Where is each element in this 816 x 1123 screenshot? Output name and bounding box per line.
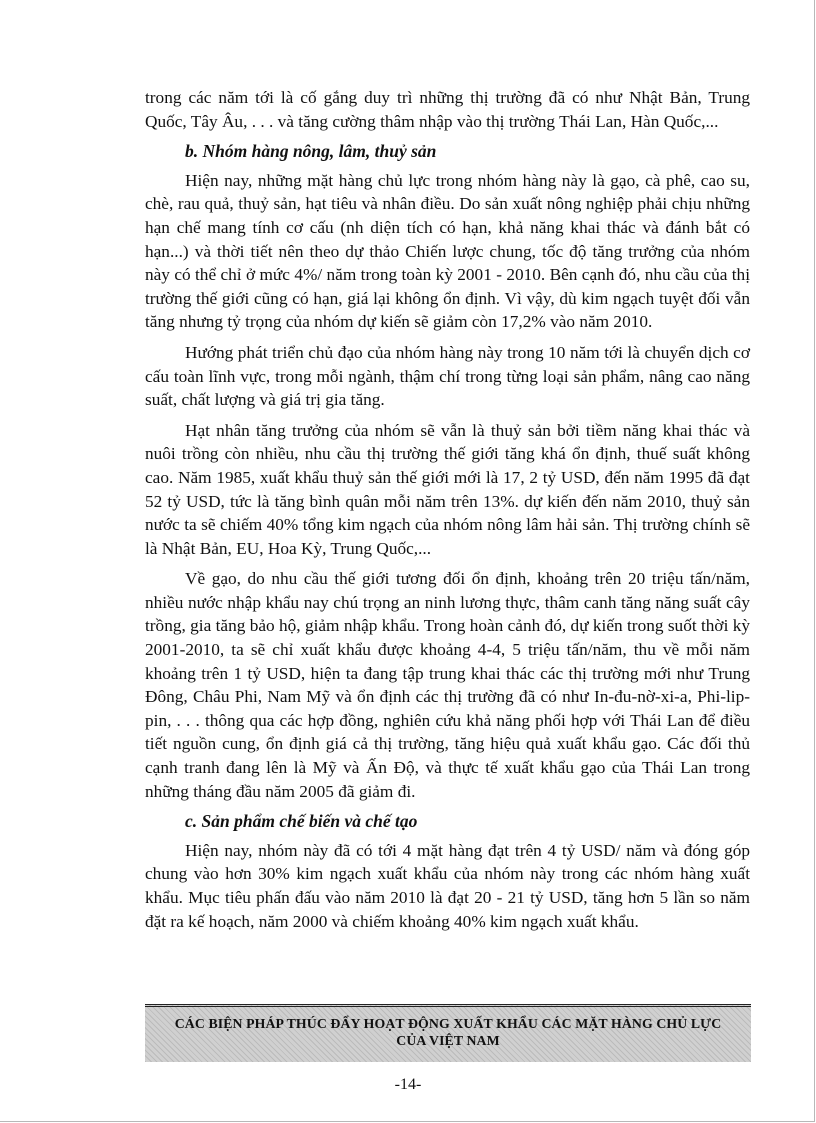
- page-number: -14-: [394, 1076, 422, 1093]
- paragraph-continuation: trong các năm tới là cố gắng duy trì những thị trường đã có như Nhật Bản, Trung Quốc, Tây Âu, . . . và tăng cường thâm nhập vào thị trường Thái Lan, Hàn Quốc,...: [145, 88, 750, 131]
- footer-title-line-2: CỦA VIỆT NAM: [396, 1033, 500, 1048]
- document-body: [145, 86, 750, 940]
- paragraph-seafood: Hạt nhân tăng trưởng của nhóm sẽ vẫn là thuỷ sản bởi tiềm năng khai thác và nuôi trồng còn nhiều, nhu cầu thị trường thế giới tăng khá ổn định, thuế suất không cao. Năm 1985, xuất khẩu thuỷ sản thế giới mới là 17, 2 tỷ USD, đến năm 1995 đã đạt 52 tỷ USD, tức là tăng bình quân mỗi năm trên 13%. dự kiến đến năm 2010, thuỷ sản nước ta sẽ chiếm 40% tổng kim ngạch của nhóm nông lâm hải sản. Thị trường chính sẽ là Nhật Bản, EU, Hoa Kỳ, Trung Quốc,...: [145, 420, 750, 558]
- footer-title-line-1: CÁC BIỆN PHÁP THÚC ĐẨY HOẠT ĐỘNG XUẤT KHẨU CÁC MẶT HÀNG CHỦ LỰC: [174, 1016, 722, 1031]
- section-heading-c: c. Sản phẩm chế biến và chế tạo: [185, 811, 418, 832]
- paragraph-rice: Về gạo, do nhu cầu thế giới tương đối ổn định, khoảng trên 20 triệu tấn/năm, nhiều nước nhập khẩu nay chú trọng an ninh lương thực, thâm canh tăng năng suất cây trồng, gia tăng bảo hộ, giảm nhập khẩu. Trong hoàn cảnh đó, dự kiến trong suốt thời kỳ 2001-2010, ta sẽ chỉ xuất khẩu được khoảng 4-4, 5 triệu tấn/năm, thu về mỗi năm khoảng trên 1 tỷ USD, hiện ta đang tập trung khai thác các thị trường mới như Trung Đông, Châu Phi, Nam Mỹ và ổn định các thị trường đã có như In-đu-nờ-xi-a, Phi-lip-pin, . . . thông qua các hợp đồng, nghiên cứu khả năng phối hợp với Thái Lan để điều tiết nguồn cung, ổn định giá cả thị trường, tăng hiệu quả xuất khẩu gạo. Các đối thủ cạnh tranh đang lên là Mỹ và Ấn Độ, và thực tế xuất khẩu gạo của Thái Lan trong những tháng đầu năm 2005 đã giảm đi.: [145, 569, 750, 801]
- section-heading-b: b. Nhóm hàng nông, lâm, thuỷ sản: [185, 141, 437, 162]
- paragraph-processed-products: Hiện nay, nhóm này đã có tới 4 mặt hàng đạt trên 4 tỷ USD/ năm và đóng góp chung vào hơn 30% kim ngạch xuất khẩu của nhóm này trong các nhóm hàng xuất khẩu. Mục tiêu phấn đấu vào năm 2010 là đạt 20 - 21 tỷ USD, tăng hơn 5 lần so năm đặt ra kế hoạch, năm 2000 và chiếm khoảng 40% kim ngạch xuất khẩu.: [145, 840, 750, 931]
- paragraph-development-direction: Hướng phát triển chủ đạo của nhóm hàng này trong 10 năm tới là chuyển dịch cơ cấu toàn lĩnh vực, trong mỗi ngành, thậm chí trong từng loại sản phẩm, nâng cao năng suất, chất lượng và giá trị gia tăng.: [145, 342, 750, 410]
- footer-title-box: [145, 1004, 751, 1062]
- paragraph-main-products: Hiện nay, những mặt hàng chủ lực trong nhóm hàng này là gạo, cà phê, cao su, chè, rau quả, thuỷ sản, hạt tiêu và nhân điều. Do sản xuất nông nghiệp phải chịu những hạn chế mang tính cơ cấu (nh diện tích có hạn, khả năng khai thác và đánh bắt có hạn...) và thời tiết nên theo dự thảo Chiến lược chung, tốc độ tăng trưởng của nhóm này có thể chỉ ở mức 4%/ năm trong toàn kỳ 2001 - 2010. Bên cạnh đó, nhu cầu của thị trường thế giới cũng có hạn, giá lại không ổn định. Vì vậy, dù kim ngạch tuyệt đối vẫn tăng nhưng tỷ trọng của nhóm dự kiến sẽ giảm còn 17,2% vào năm 2010.: [145, 170, 750, 332]
